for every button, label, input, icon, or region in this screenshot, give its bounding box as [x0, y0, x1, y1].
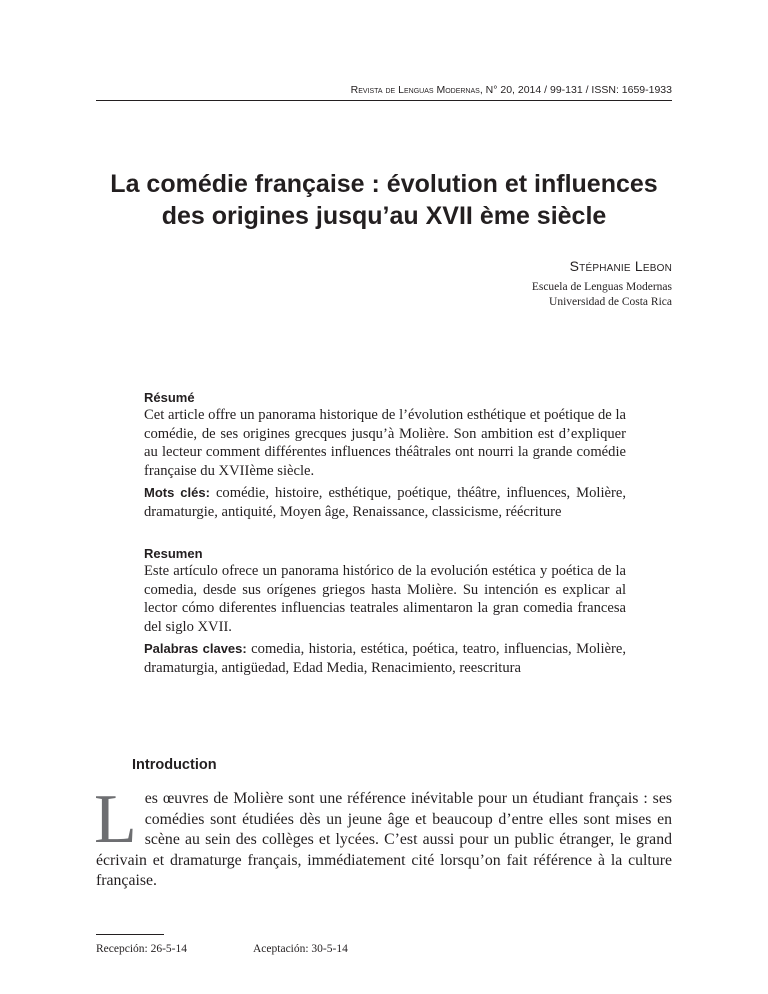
affiliation-line-1: Escuela de Lenguas Modernas: [531, 281, 672, 293]
author-affiliation: [532, 280, 672, 310]
abstract-fr: [144, 389, 626, 480]
keywords-fr-text: comédie, histoire, esthétique, poétique, théâtre, influences, Molière, dramaturgie, antiquité, Moyen âge, Renaissance, classicisme, réécriture: [144, 485, 626, 520]
footnote-rule: [96, 934, 164, 935]
keywords-es-text: comedia, historia, estética, poética, teatro, influencias, Molière, dramaturgia, antigüedad, Edad Media, Renacimiento, reescritura: [144, 641, 626, 676]
drop-cap: L: [94, 781, 137, 858]
reception-date: Recepción: 26-5-14: [96, 943, 188, 955]
introduction-paragraph: [94, 781, 672, 892]
abstract-fr-text: Cet article offre un panorama historique de l’évolution esthétique et poétique de la comédie, de ses origines grecques jusqu’à Molière. Son ambition est d’expliquer au lecteur comment différentes influences théâtrales ont nourri la grande comédie française du XVIIème siècle.: [144, 407, 626, 479]
abstract-es: [144, 545, 626, 636]
keywords-es: [144, 640, 626, 677]
abstract-fr-heading: Résumé: [144, 390, 195, 405]
header-rule: [96, 100, 672, 101]
journal-name: Revista de Lenguas Modernas: [350, 84, 480, 96]
affiliation-line-2: Universidad de Costa Rica: [549, 296, 672, 308]
abstract-es-heading: Resumen: [144, 546, 203, 561]
introduction-text: es œuvres de Molière sont une référence inévitable pour un étudiant français : ses comédies sont étudiées dès un jeune âge et beaucoup d’entre elles sont mises en scène au sein des collèges et lycées. C’est aussi pour un public étranger, le grand écrivain et dramaturge français, immédiatement cité lorsqu’on fait référence à la culture française.: [96, 790, 672, 889]
title-line-2: des origines jusqu’au XVII ème siècle: [161, 202, 607, 230]
keywords-fr-label: Mots clés:: [144, 485, 210, 500]
keywords-fr: [144, 484, 626, 521]
issue-info: , N° 20, 2014 / 99-131 / ISSN: 1659-1933: [479, 84, 672, 96]
keywords-es-label: Palabras claves:: [144, 641, 247, 656]
running-header: [72, 84, 672, 96]
acceptance-date: Aceptación: 30-5-14: [253, 943, 348, 955]
title-line-1: La comédie française : évolution et influences: [110, 170, 658, 198]
abstract-es-text: Este artículo ofrece un panorama histórico de la evolución estética y poética de la comedia, desde sus orígenes griegos hasta Molière. Su intención es explicar al lector cómo diferentes influencias teatrales alimentaron la gran comedia francesa del siglo XVII.: [144, 563, 626, 635]
introduction-heading: Introduction: [132, 757, 217, 773]
author-name: Stéphanie Lebon: [569, 258, 672, 274]
article-title: [84, 168, 684, 232]
